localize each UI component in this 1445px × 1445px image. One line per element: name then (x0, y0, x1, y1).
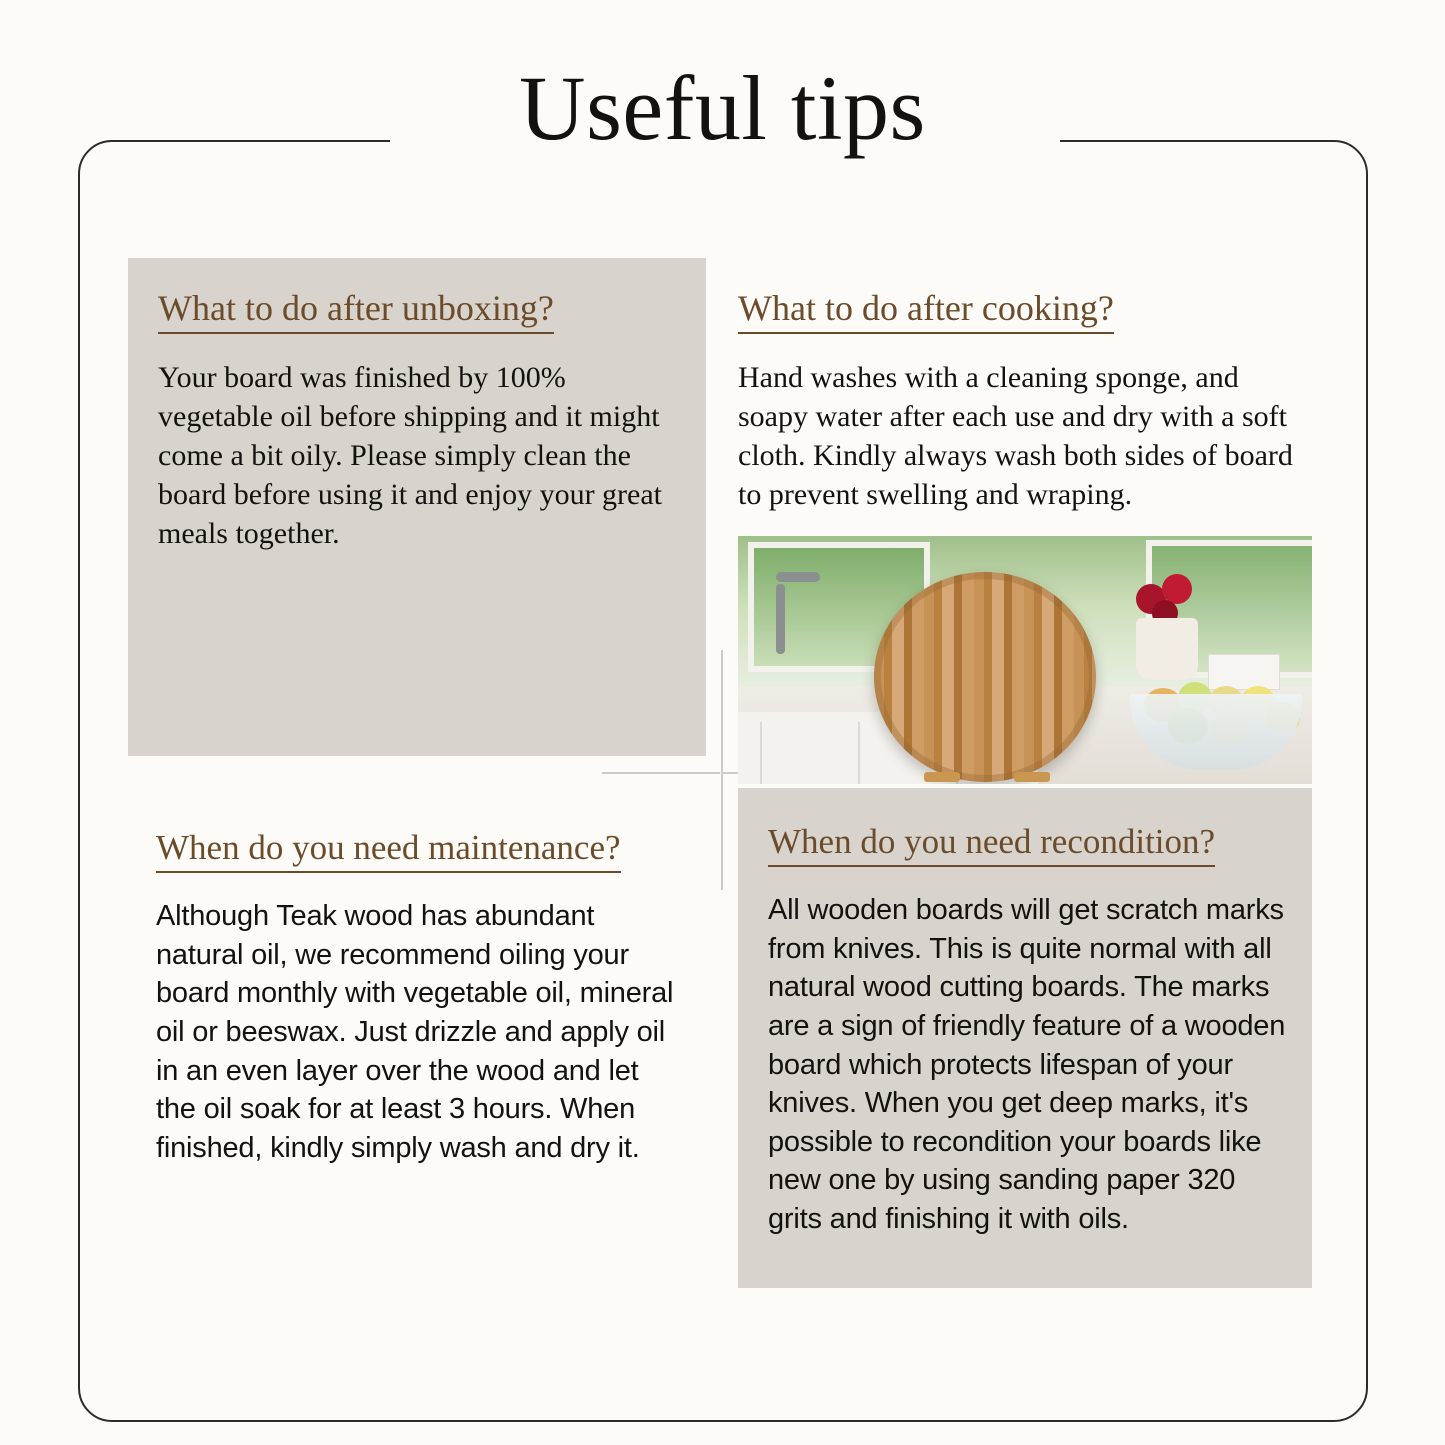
card-cooking-heading: What to do after cooking? (738, 288, 1114, 334)
kitchen-board-photo (738, 536, 1312, 784)
card-maintenance-body: Although Teak wood has abundant natural oil, we recommend oiling your board monthly with vegetable oil, mineral oil or beeswax. Just drizzle and apply oil in an even layer over the wood and let the oil soak for at least 3 hours. When finished, kindly simply wash and dry it. (156, 900, 674, 1164)
tips-grid (128, 258, 1312, 1286)
page-title-container (0, 57, 1445, 159)
page-title: Useful tips (493, 60, 952, 157)
photo-cabinet-seam (760, 722, 762, 784)
card-unboxing (128, 258, 706, 756)
photo-board-foot (1014, 772, 1050, 782)
card-recondition (738, 788, 1312, 1288)
photo-counter-box (1208, 654, 1280, 690)
card-maintenance (128, 798, 706, 1268)
photo-cabinet-seam (858, 722, 860, 784)
card-cooking-body: Hand washes with a cleaning sponge, and soapy water after each use and dry with a soft cloth. Kindly always wash both sides of board to prevent swelling and wraping. (738, 361, 1293, 512)
card-recondition-heading: When do you need recondition? (768, 822, 1215, 867)
photo-cutting-board-rim (874, 572, 1096, 782)
card-cooking (738, 258, 1312, 756)
card-recondition-body: All wooden boards will get scratch marks from knives. This is quite normal with all natural wood cutting boards. The marks are a sign of friendly feature of a wooden board which protects lifespan of your knives. When you get deep marks, it's possible to recondition your boards like new one by using sanding paper 320 grits and finishing it with oils. (768, 894, 1286, 1235)
photo-board-foot (924, 772, 960, 782)
photo-faucet (776, 584, 785, 654)
photo-vase (1136, 618, 1198, 680)
card-unboxing-body: Your board was finished by 100% vegetable oil before shipping and it might come a bit oily. Please simply clean the board before using it and enjoy your great meals together. (158, 361, 663, 551)
card-maintenance-heading: When do you need maintenance? (156, 828, 621, 873)
card-unboxing-heading: What to do after unboxing? (158, 288, 554, 334)
